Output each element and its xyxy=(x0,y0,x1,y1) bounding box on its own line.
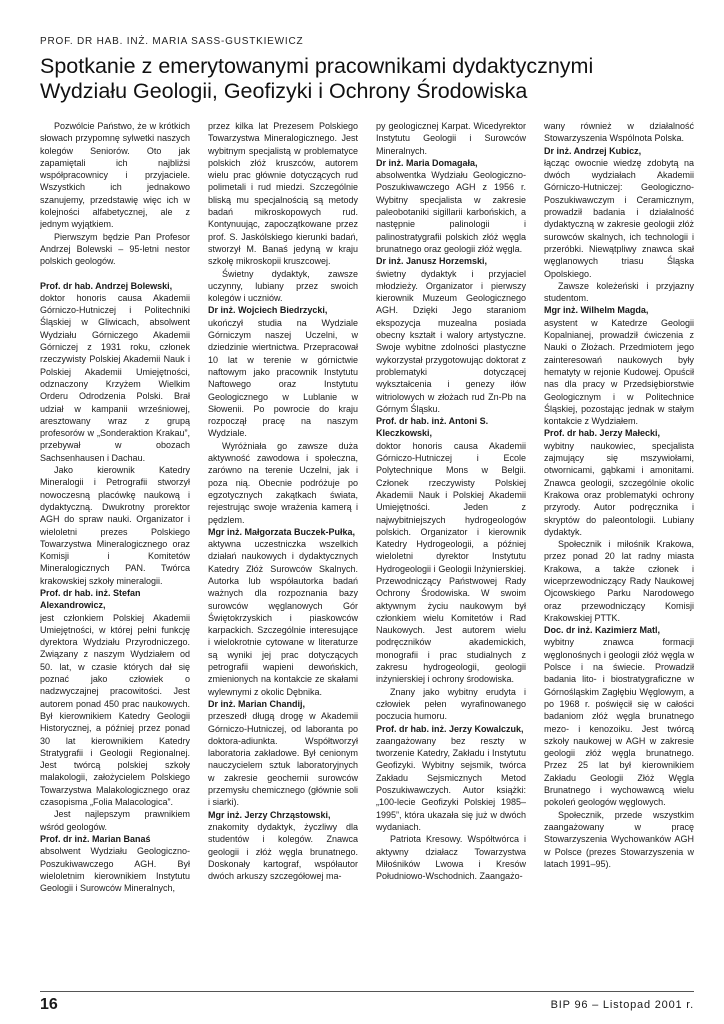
paragraph: wany również w działalność Stowarzyszenia Wspólnota Polska. xyxy=(544,121,694,144)
text-column-2 xyxy=(208,120,358,988)
paragraph: świetny dydaktyk i przyjaciel młodzieży. Organizator i pierwszy kierownik Muzeum Geologicznego AGH. Dzięki Jego staraniom ekspozycja muzealna posiada obecny kształt i walory artystyczne. Swoje wybitne zdolności plastyczne wykorzystał przygotowując doktorat z problematyki dotyczącej wykształcenia i genezy iłów witriolowych w złożach rud Zn-Pb na Górnym Śląsku. xyxy=(376,268,526,414)
paragraph: absolwent Wydziału Geologiczno-Poszukiwawczego AGH. Był wieloletnim kierownikiem Instytutu Geologii i Surowców Mineralnych, xyxy=(40,846,190,894)
paragraph: doktor honoris causa Akademii Górniczo-Hutniczej i Ecole Polytechnique Mons w Belgii. Członek rzeczywisty Polskiej Akademii Nauk i Polskiej Akademii Umiejętności. Jeden z najwybitniejszych hydrogeologów polskich. Organizator i kierownik Katedry Hydrogeologii, a później wieloletni dyrektor Instytutu Hydrogeologii i Geologii Inżynierskiej. Przewodniczący Państwowej Rady Ochrony Środowiska. W swoim aktywnym życiu naukowym był członkiem wielu Komitetów i Rad Naukowych. Jest autorem wielu podręczników akademickich, monografii i prac studialnych z zakresu hydrogeologii, geologii inżynierskiej i ochrony środowiska. xyxy=(376,440,526,685)
paragraph: Wyróżniała go zawsze duża aktywność zawodowa i społeczna, zarówno na terenie Uczelni, jak i poza nią. Obecnie podróżuje po egzotycznych zakątkach świata, rejestrując swoje wrażenia kamerą i pędzlem. xyxy=(208,440,358,525)
paragraph: Jest najlepszym prawnikiem wśród geologów. xyxy=(40,809,190,832)
article-title xyxy=(40,54,700,104)
text-column-1 xyxy=(40,120,190,988)
paragraph: łącząc owocnie wiedzę zdobytą na dwóch wydziałach Akademii Górniczo-Hutniczej: Geologiczno-Poszukiwawczym i Ceramicznym, prowadził badania i działalność dydaktyczną w zakresie geologii złóż surowców skalnych, ich technologii i przeróbki. Niewątpliwy znawca skał węglanowych triasu Śląska Opolskiego. xyxy=(544,157,694,279)
person-heading: Dr inż. Janusz Horzemski, xyxy=(376,256,488,267)
paragraph: ukończył studia na Wydziale Górniczym naszej Uczelni, w dziedzinie wiertnictwa. Przepracował 10 lat w terenie w górnictwie naftowym jako pracownik Instytutu Naftowego oraz Instytutu Geologicznego w Lublanie w Słowenii. Po powrocie do kraju rozpoczął pracę na naszym Wydziale. xyxy=(208,317,358,439)
paragraph: Pierwszym będzie Pan Profesor Andrzej Bolewski – 95-letni nestor polskich geologów. xyxy=(40,231,190,267)
paragraph: Świetny dydaktyk, zawsze uczynny, lubiany przez swoich kolegów i uczniów. xyxy=(208,268,358,304)
person-heading: Prof. dr hab. inż. Antoni S. Kleczkowski, xyxy=(376,416,489,439)
paragraph: Patriota Kresowy. Współtwórca i aktywny działacz Towarzystwa Miłośników Lwowa i Kresów Południowo-Wschodnich. Zaangażo- xyxy=(376,834,526,882)
person-heading: Dr inż. Wojciech Biedrzycki, xyxy=(208,305,328,316)
author-byline: PROF. DR HAB. INŻ. MARIA SASS-GUSTKIEWICZ xyxy=(40,36,304,47)
title-line-1: Spotkanie z emerytowanymi pracownikami dydaktycznymi xyxy=(40,54,594,78)
paragraph: Zawsze koleżeński i przyjazny studentom. xyxy=(544,280,694,304)
article-body xyxy=(40,120,694,988)
paragraph: asystent w Katedrze Geologii Kopalnianej, prowadził ćwiczenia z Nauki o Złożach. Przedmiotem jego zainteresowań naukowych były hematyty w rejonie Kudowej. Opuścił nas dla pracy w Przedsiębiorstwie Geologicznym i w Politechnice Śląskiej, pozostając jednak w stałym kontakcie z Wydziałem. xyxy=(544,317,694,427)
paragraph: doktor honoris causa Akademii Górniczo-Hutniczej i Politechniki Śląskiej w Gliwicach, absolwent Wydziału Górniczego Akademii Górniczej z 1931 roku, członek rzeczywisty Polskiej Akademii Nauk i Polskiej Akademii Umiejętności, odznaczony Krzyżem Wielkim Orderu Odrodzenia Polski. Brał udział w kampanii wrześniowej, aresztowany wraz z grupą profesorów w „Sonderaktion Krakau”, przebywał w obozach Sachsenhausen i Dachau. xyxy=(40,292,190,463)
paragraph: wybitny naukowiec, specjalista zajmujący się mszywiołami, otwornicami, gąbkami i amonitami. Znawca geologii, szczególnie okolic Krakowa oraz problematyki ochrony przyrody. Autor podręcznika i skryptów do paleontologii. Lubiany dydaktyk. xyxy=(544,440,694,537)
title-line-2: Wydziału Geologii, Geofizyki i Ochrony Środowiska xyxy=(40,79,528,103)
paragraph: Społecznik i miłośnik Krakowa, przez ponad 20 lat radny miasta Krakowa, a także członek i wiceprzewodniczący Rady Naukowej Ojcowskiego Parku Narodowego oraz przewodniczący Komisji Krakowskiej PTTK. xyxy=(544,539,694,623)
person-heading: Prof. dr hab. inż. Jerzy Kowalczuk, xyxy=(376,723,524,734)
person-heading: Prof. dr inż. Marian Banaś xyxy=(40,833,151,844)
paragraph: Znany jako wybitny erudyta i człowiek pełen wyrafinowanego poczucia humoru. xyxy=(376,686,526,722)
footer-rule xyxy=(40,991,694,992)
person-heading: Prof. dr hab. Jerzy Małecki, xyxy=(544,428,661,439)
person-heading: Dr inż. Marian Chandij, xyxy=(208,698,306,709)
paragraph: jest członkiem Polskiej Akademii Umiejętności, w której pełni funkcję dyrektora Wydziału Przyrodniczego. Związany z naszym Wydziałem od 50. lat, w czasie których dał się poznać jako człowiek o nadzwyczajnej pracowitości. Jest autorem ponad 450 prac naukowych. Był kierownikiem Katedry Geologii Historycznej, a później przez ponad 30 lat kierownikiem Katedry Stratygrafii i Geologii Regionalnej. Jest twórcą polskiej szkoły malakologii, założycielem Polskiego Towarzystwa Malakologicznego oraz czasopisma „Folia Malacologica”. xyxy=(40,612,190,808)
text-column-3 xyxy=(376,120,526,988)
paragraph: przez kilka lat Prezesem Polskiego Towarzystwa Mineralogicznego. Jest wybitnym specjalistą w problematyce polskich złóż kruszców, autorem wielu prac głównie dotyczących rud polimetali i rud miedzi. Szczególnie bliską mu specjalnością są metody badań mikroskopowych rud. Kontynuując, zapoczątkowane przez prof. S. Jaskólskiego kierunki badań, stworzył M. Banaś jedyną w kraju szkołę mikroskopii kruszcowej. xyxy=(208,121,358,267)
page-number: 16 xyxy=(40,996,58,1013)
person-heading: Doc. dr inż. Kazimierz Matl, xyxy=(544,625,661,636)
person-heading: Dr inż. Maria Domagała, xyxy=(376,157,478,168)
person-heading: Mgr inż. Jerzy Chrząstowski, xyxy=(208,809,331,820)
paragraph: znakomity dydaktyk, życzliwy dla studentów i kolegów. Znawca geologii i złóż węgla brunatnego. Doskonały kartograf, współautor dwóch arkuszy szczegółowej ma- xyxy=(208,821,358,882)
paragraph: Pozwólcie Państwo, że w krótkich słowach przypomnę sylwetki naszych kolegów Seniorów. Oto jak zapamiętali ich najbliżsi współpracownicy i przyjaciele. Wszystkich ich jednakowo szanujemy, przedstawię więc ich w kolejności alfabetycznej, ale z jednym wyjątkiem. xyxy=(40,121,190,230)
paragraph: wybitny znawca formacji węglonośnych i geologii złóż węgla w Polsce i na świecie. Prowadził badania lito- i biostratygraficzne w Górnośląskim Zagłębiu Węglowym, a po 1968 r. poświęcił się w całości badaniom złóż węgla brunatnego mezo- i kenozoiku. Jest twórcą szkoły naukowej w AGH w zakresie geologii złóż węgla brunatnego. Przez 25 lat był kierownikiem Zakładu Geologii Złóż Węgla Brunatnego i wychowawcą wielu pokoleń geologów węglowych. xyxy=(544,637,694,808)
paragraph: przeszedł długą drogę w Akademii Górniczo-Hutniczej, od laboranta po doktora-adiunkta. Współtworzył laboratoria zakładowe. Był cenionym nauczycielem sztuk laboratoryjnych w zakresie geochemii surowców przemysłu chemicznego (głównie soli i siarki). xyxy=(208,711,358,808)
paragraph: aktywna uczestniczka wszelkich działań naukowych i dydaktycznych Katedry Złóż Surowców Skalnych. Autorka lub współautorka badań ważnych dla rozpoznania bazy surowców węglanowych Gór Świętokrzyskich i piaskowców karpackich. Szczególnie interesujące i wielokrotnie cytowane w literaturze są wyniki jej prac dotyczących petrografii wapieni dewońskich, zmienionych na kontakcie ze skałami wylewnymi z okolic Dębnika. xyxy=(208,539,358,697)
paragraph: zaangażowany bez reszty w tworzenie Katedry, Zakładu i Instytutu Geofizyki. Wybitny sejsmik, twórca Zakładu Sejsmicznych Metod Poszukiwawczych. Autor książki: „100-lecie Geofizyki Polskiej 1985–1995”, która ukazała się już w dwóch wydaniach. xyxy=(376,735,526,832)
person-heading: Prof. dr hab. inż. Stefan Alexandrowicz, xyxy=(40,587,141,611)
person-heading: Prof. dr hab. Andrzej Bolewski, xyxy=(40,280,173,291)
person-heading: Mgr inż. Małgorzata Buczek-Pułka, xyxy=(208,526,356,537)
paragraph: Jako kierownik Katedry Mineralogii i Petrografii stworzył nowoczesną placówkę naukową i dydaktyczną. Dwukrotny prorektor AGH do spraw nauki. Organizator i wieloletni prezes Polskiego Towarzystwa Mineralogicznego oraz Komisji i Komitetów Mineralogicznych PAN. Twórca krakowskiej szkoły mineralogii. xyxy=(40,465,190,586)
person-heading: Dr inż. Andrzej Kubicz, xyxy=(544,145,642,156)
paragraph: Społecznik, przede wszystkim zaangażowany w pracę Stowarzyszenia Wychowanków AGH w Polsce (prezes Stowarzyszenia w latach 1991–95). xyxy=(544,809,694,869)
issue-info: BIP 96 – Listopad 2001 r. xyxy=(550,999,694,1011)
text-column-4 xyxy=(544,120,694,988)
person-heading: Mgr inż. Wilhelm Magda, xyxy=(544,305,649,316)
paragraph: py geologicznej Karpat. Wicedyrektor Instytutu Geologii i Surowców Mineralnych. xyxy=(376,121,526,156)
paragraph: absolwentka Wydziału Geologiczno-Poszukiwawczego AGH z 1956 r. Wybitny specjalista w zakresie paleobotaniki sigillarii karbońskich, a następnie palinologii i palinostratygrafii polskich złóż węgla brunatnego oraz geologii złóż węgla. xyxy=(376,170,526,254)
